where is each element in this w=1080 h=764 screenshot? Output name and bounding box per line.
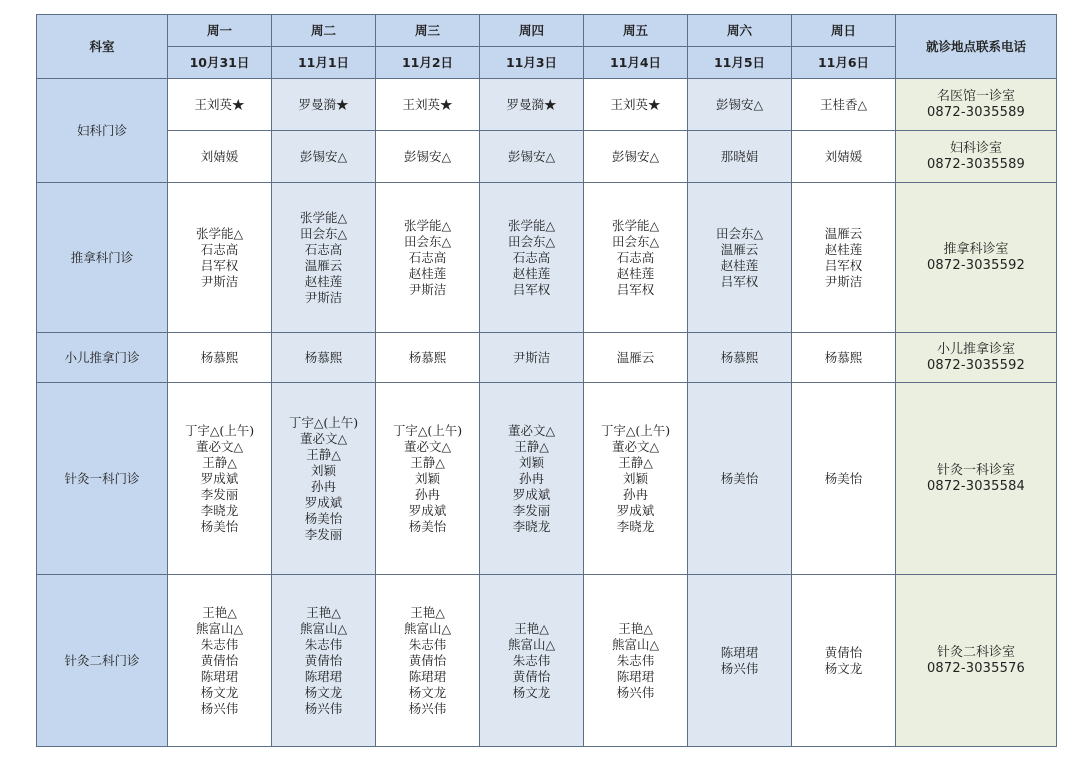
doctor-cell bbox=[792, 79, 896, 131]
doctor-name: 吕军权 bbox=[200, 257, 239, 273]
doctor-name: 李发丽 bbox=[304, 526, 343, 542]
doctor-name: 温雁云 bbox=[304, 257, 343, 273]
date-header: 11月4日 bbox=[584, 47, 688, 79]
doctor-name: 朱志伟 bbox=[200, 636, 239, 652]
location-cell bbox=[896, 79, 1057, 131]
doctor-name: 董必文△ bbox=[299, 430, 348, 446]
doctor-name: 杨文龙 bbox=[512, 684, 551, 700]
doctor-name: 彭锡安△ bbox=[403, 148, 452, 164]
doctor-name: 刘颖 bbox=[622, 470, 648, 486]
doctor-cell bbox=[376, 79, 480, 131]
clinic-room: 妇科诊室 bbox=[949, 140, 1002, 156]
weekday-header: 周一 bbox=[168, 15, 272, 47]
doctor-name: 赵桂莲 bbox=[408, 265, 447, 281]
department-name: 针灸二科门诊 bbox=[37, 575, 168, 747]
doctor-name: 王静△ bbox=[514, 438, 549, 454]
location-header: 就诊地点联系电话 bbox=[896, 15, 1057, 79]
doctor-name: 朱志伟 bbox=[304, 636, 343, 652]
doctor-name: 尹斯洁 bbox=[408, 281, 447, 297]
doctor-name: 尹斯洁 bbox=[200, 273, 239, 289]
doctor-cell bbox=[168, 333, 272, 383]
doctor-name: 彭锡安△ bbox=[611, 148, 660, 164]
doctor-name: 王桂香△ bbox=[819, 96, 868, 112]
clinic-room: 小儿推拿诊室 bbox=[936, 341, 1015, 357]
clinic-room: 针灸一科诊室 bbox=[936, 462, 1015, 478]
doctor-cell bbox=[584, 383, 688, 575]
department-header: 科室 bbox=[37, 15, 168, 79]
doctor-name: 杨慕熙 bbox=[200, 349, 239, 365]
schedule-row bbox=[37, 575, 1057, 747]
schedule-row bbox=[37, 333, 1057, 383]
doctor-name: 熊富山△ bbox=[507, 636, 556, 652]
department-name: 推拿科门诊 bbox=[37, 183, 168, 333]
doctor-name: 黄倩怡 bbox=[408, 652, 447, 668]
doctor-name: 温雁云 bbox=[720, 241, 759, 257]
doctor-name: 王艳△ bbox=[410, 604, 445, 620]
doctor-cell bbox=[168, 79, 272, 131]
doctor-name: 吕军权 bbox=[720, 273, 759, 289]
doctor-cell bbox=[272, 575, 376, 747]
department-name: 针灸一科门诊 bbox=[37, 383, 168, 575]
doctor-name: 张学能△ bbox=[611, 217, 660, 233]
weekday-header: 周日 bbox=[792, 15, 896, 47]
doctor-name: 王艳△ bbox=[202, 604, 237, 620]
doctor-name: 彭锡安△ bbox=[299, 148, 348, 164]
doctor-name: 那晓娟 bbox=[720, 148, 759, 164]
doctor-cell bbox=[688, 383, 792, 575]
doctor-name: 石志高 bbox=[200, 241, 239, 257]
doctor-name: 杨兴伟 bbox=[304, 700, 343, 716]
doctor-name: 黄倩怡 bbox=[200, 652, 239, 668]
doctor-name: 杨慕熙 bbox=[720, 349, 759, 365]
doctor-name: 刘颖 bbox=[518, 454, 544, 470]
weekday-header: 周四 bbox=[480, 15, 584, 47]
doctor-name: 杨文龙 bbox=[824, 660, 863, 676]
doctor-name: 张学能△ bbox=[507, 217, 556, 233]
doctor-cell bbox=[584, 79, 688, 131]
doctor-name: 朱志伟 bbox=[616, 652, 655, 668]
doctor-cell bbox=[272, 383, 376, 575]
doctor-name: 刘颖 bbox=[414, 470, 440, 486]
doctor-name: 丁宇△(上午) bbox=[392, 422, 463, 438]
doctor-cell bbox=[480, 575, 584, 747]
doctor-name: 罗成斌 bbox=[200, 470, 239, 486]
weekday-header: 周二 bbox=[272, 15, 376, 47]
doctor-name: 尹斯洁 bbox=[512, 349, 551, 365]
doctor-name: 张学能△ bbox=[299, 209, 348, 225]
doctor-name: 董必文△ bbox=[195, 438, 244, 454]
doctor-name: 罗成斌 bbox=[512, 486, 551, 502]
phone-number: 0872-3035592 bbox=[926, 357, 1026, 373]
doctor-name: 吕军权 bbox=[616, 281, 655, 297]
department-name: 妇科门诊 bbox=[37, 79, 168, 183]
doctor-cell bbox=[480, 131, 584, 183]
doctor-name: 朱志伟 bbox=[512, 652, 551, 668]
doctor-name: 田会东△ bbox=[507, 233, 556, 249]
doctor-name: 罗成斌 bbox=[616, 502, 655, 518]
doctor-name: 董必文△ bbox=[403, 438, 452, 454]
doctor-name: 孙冉 bbox=[414, 486, 440, 502]
doctor-name: 王静△ bbox=[306, 446, 341, 462]
schedule-body bbox=[37, 79, 1057, 747]
doctor-name: 张学能△ bbox=[403, 217, 452, 233]
doctor-cell bbox=[480, 333, 584, 383]
doctor-name: 王艳△ bbox=[618, 620, 653, 636]
doctor-name: 罗曼漪★ bbox=[506, 96, 557, 112]
doctor-name: 杨美怡 bbox=[200, 518, 239, 534]
doctor-name: 杨美怡 bbox=[408, 518, 447, 534]
doctor-name: 王艳△ bbox=[306, 604, 341, 620]
doctor-name: 杨文龙 bbox=[408, 684, 447, 700]
doctor-name: 李晓龙 bbox=[512, 518, 551, 534]
doctor-cell bbox=[792, 183, 896, 333]
doctor-name: 陈珺珺 bbox=[304, 668, 343, 684]
department-name: 小儿推拿门诊 bbox=[37, 333, 168, 383]
doctor-name: 石志高 bbox=[304, 241, 343, 257]
doctor-name: 罗成斌 bbox=[408, 502, 447, 518]
doctor-name: 黄倩怡 bbox=[304, 652, 343, 668]
doctor-name: 石志高 bbox=[408, 249, 447, 265]
date-header: 11月3日 bbox=[480, 47, 584, 79]
doctor-name: 董必文△ bbox=[611, 438, 660, 454]
doctor-name: 刘颖 bbox=[310, 462, 336, 478]
doctor-name: 吕军权 bbox=[824, 257, 863, 273]
doctor-name: 杨兴伟 bbox=[616, 684, 655, 700]
location-cell bbox=[896, 183, 1057, 333]
doctor-name: 赵桂莲 bbox=[616, 265, 655, 281]
doctor-name: 温雁云 bbox=[616, 349, 655, 365]
doctor-cell bbox=[792, 575, 896, 747]
weekday-header: 周五 bbox=[584, 15, 688, 47]
doctor-name: 王刘英★ bbox=[194, 96, 245, 112]
phone-number: 0872-3035576 bbox=[926, 660, 1026, 676]
doctor-name: 熊富山△ bbox=[403, 620, 452, 636]
duty-schedule-table bbox=[36, 14, 1057, 747]
doctor-cell bbox=[168, 131, 272, 183]
doctor-name: 杨兴伟 bbox=[720, 660, 759, 676]
doctor-name: 赵桂莲 bbox=[512, 265, 551, 281]
doctor-name: 杨慕熙 bbox=[824, 349, 863, 365]
doctor-name: 李发丽 bbox=[512, 502, 551, 518]
doctor-name: 陈珺珺 bbox=[200, 668, 239, 684]
doctor-cell bbox=[688, 575, 792, 747]
location-cell bbox=[896, 383, 1057, 575]
doctor-name: 孙冉 bbox=[518, 470, 544, 486]
doctor-name: 陈珺珺 bbox=[408, 668, 447, 684]
clinic-room: 推拿科诊室 bbox=[943, 241, 1009, 257]
doctor-name: 杨美怡 bbox=[720, 470, 759, 486]
doctor-name: 刘婧媛 bbox=[824, 148, 863, 164]
doctor-name: 李发丽 bbox=[200, 486, 239, 502]
doctor-name: 温雁云 bbox=[824, 225, 863, 241]
doctor-cell bbox=[376, 575, 480, 747]
date-header: 11月2日 bbox=[376, 47, 480, 79]
doctor-name: 朱志伟 bbox=[408, 636, 447, 652]
doctor-name: 陈珺珺 bbox=[720, 644, 759, 660]
doctor-cell bbox=[376, 333, 480, 383]
doctor-cell bbox=[480, 383, 584, 575]
doctor-name: 王静△ bbox=[410, 454, 445, 470]
doctor-name: 吕军权 bbox=[512, 281, 551, 297]
doctor-name: 张学能△ bbox=[195, 225, 244, 241]
doctor-name: 罗曼漪★ bbox=[298, 96, 349, 112]
doctor-cell bbox=[272, 79, 376, 131]
doctor-name: 王静△ bbox=[618, 454, 653, 470]
doctor-name: 赵桂莲 bbox=[824, 241, 863, 257]
schedule-row bbox=[37, 79, 1057, 131]
doctor-name: 丁宇△(上午) bbox=[184, 422, 255, 438]
doctor-name: 王刘英★ bbox=[610, 96, 661, 112]
doctor-cell bbox=[792, 383, 896, 575]
doctor-name: 田会东△ bbox=[715, 225, 764, 241]
clinic-room: 针灸二科诊室 bbox=[936, 644, 1015, 660]
doctor-name: 董必文△ bbox=[507, 422, 556, 438]
doctor-cell bbox=[792, 131, 896, 183]
doctor-cell bbox=[480, 183, 584, 333]
doctor-name: 王刘英★ bbox=[402, 96, 453, 112]
doctor-name: 彭锡安△ bbox=[507, 148, 556, 164]
doctor-name: 黄倩怡 bbox=[824, 644, 863, 660]
schedule-row bbox=[37, 383, 1057, 575]
doctor-cell bbox=[688, 333, 792, 383]
doctor-cell bbox=[168, 183, 272, 333]
doctor-name: 尹斯洁 bbox=[824, 273, 863, 289]
doctor-name: 刘婧媛 bbox=[200, 148, 239, 164]
doctor-name: 杨美怡 bbox=[304, 510, 343, 526]
date-header: 10月31日 bbox=[168, 47, 272, 79]
doctor-name: 李晓龙 bbox=[616, 518, 655, 534]
doctor-cell bbox=[272, 333, 376, 383]
doctor-name: 杨兴伟 bbox=[200, 700, 239, 716]
doctor-name: 石志高 bbox=[512, 249, 551, 265]
doctor-cell bbox=[584, 183, 688, 333]
doctor-cell bbox=[688, 183, 792, 333]
doctor-cell bbox=[480, 79, 584, 131]
date-header: 11月5日 bbox=[688, 47, 792, 79]
doctor-cell bbox=[584, 131, 688, 183]
doctor-cell bbox=[688, 131, 792, 183]
doctor-name: 尹斯洁 bbox=[304, 289, 343, 305]
doctor-cell bbox=[272, 183, 376, 333]
phone-number: 0872-3035592 bbox=[926, 257, 1026, 273]
doctor-cell bbox=[688, 79, 792, 131]
doctor-name: 孙冉 bbox=[310, 478, 336, 494]
clinic-room: 名医馆一诊室 bbox=[936, 88, 1015, 104]
doctor-name: 陈珺珺 bbox=[616, 668, 655, 684]
schedule-row bbox=[37, 183, 1057, 333]
date-header: 11月1日 bbox=[272, 47, 376, 79]
doctor-name: 熊富山△ bbox=[299, 620, 348, 636]
weekday-header-row bbox=[37, 15, 1057, 47]
doctor-cell bbox=[376, 131, 480, 183]
doctor-name: 田会东△ bbox=[403, 233, 452, 249]
doctor-name: 赵桂莲 bbox=[304, 273, 343, 289]
doctor-name: 熊富山△ bbox=[195, 620, 244, 636]
doctor-name: 李晓龙 bbox=[200, 502, 239, 518]
weekday-header: 周三 bbox=[376, 15, 480, 47]
doctor-name: 杨文龙 bbox=[304, 684, 343, 700]
doctor-name: 黄倩怡 bbox=[512, 668, 551, 684]
doctor-name: 杨美怡 bbox=[824, 470, 863, 486]
doctor-cell bbox=[584, 333, 688, 383]
doctor-name: 孙冉 bbox=[622, 486, 648, 502]
phone-number: 0872-3035589 bbox=[926, 104, 1026, 120]
location-cell bbox=[896, 131, 1057, 183]
date-header: 11月6日 bbox=[792, 47, 896, 79]
weekday-header: 周六 bbox=[688, 15, 792, 47]
doctor-name: 杨慕熙 bbox=[304, 349, 343, 365]
doctor-name: 罗成斌 bbox=[304, 494, 343, 510]
doctor-name: 杨慕熙 bbox=[408, 349, 447, 365]
doctor-name: 杨兴伟 bbox=[408, 700, 447, 716]
doctor-cell bbox=[376, 383, 480, 575]
location-cell bbox=[896, 333, 1057, 383]
phone-number: 0872-3035589 bbox=[926, 156, 1026, 172]
doctor-name: 杨文龙 bbox=[200, 684, 239, 700]
doctor-cell bbox=[168, 383, 272, 575]
doctor-cell bbox=[584, 575, 688, 747]
doctor-name: 石志高 bbox=[616, 249, 655, 265]
doctor-cell bbox=[792, 333, 896, 383]
schedule-row bbox=[37, 131, 1057, 183]
doctor-cell bbox=[168, 575, 272, 747]
doctor-name: 王静△ bbox=[202, 454, 237, 470]
doctor-name: 丁宇△(上午) bbox=[600, 422, 671, 438]
doctor-name: 彭锡安△ bbox=[715, 96, 764, 112]
doctor-name: 丁宇△(上午) bbox=[288, 414, 359, 430]
location-cell bbox=[896, 575, 1057, 747]
doctor-cell bbox=[272, 131, 376, 183]
doctor-name: 田会东△ bbox=[299, 225, 348, 241]
doctor-name: 王艳△ bbox=[514, 620, 549, 636]
doctor-name: 熊富山△ bbox=[611, 636, 660, 652]
doctor-cell bbox=[376, 183, 480, 333]
doctor-name: 田会东△ bbox=[611, 233, 660, 249]
doctor-name: 赵桂莲 bbox=[720, 257, 759, 273]
phone-number: 0872-3035584 bbox=[926, 478, 1026, 494]
